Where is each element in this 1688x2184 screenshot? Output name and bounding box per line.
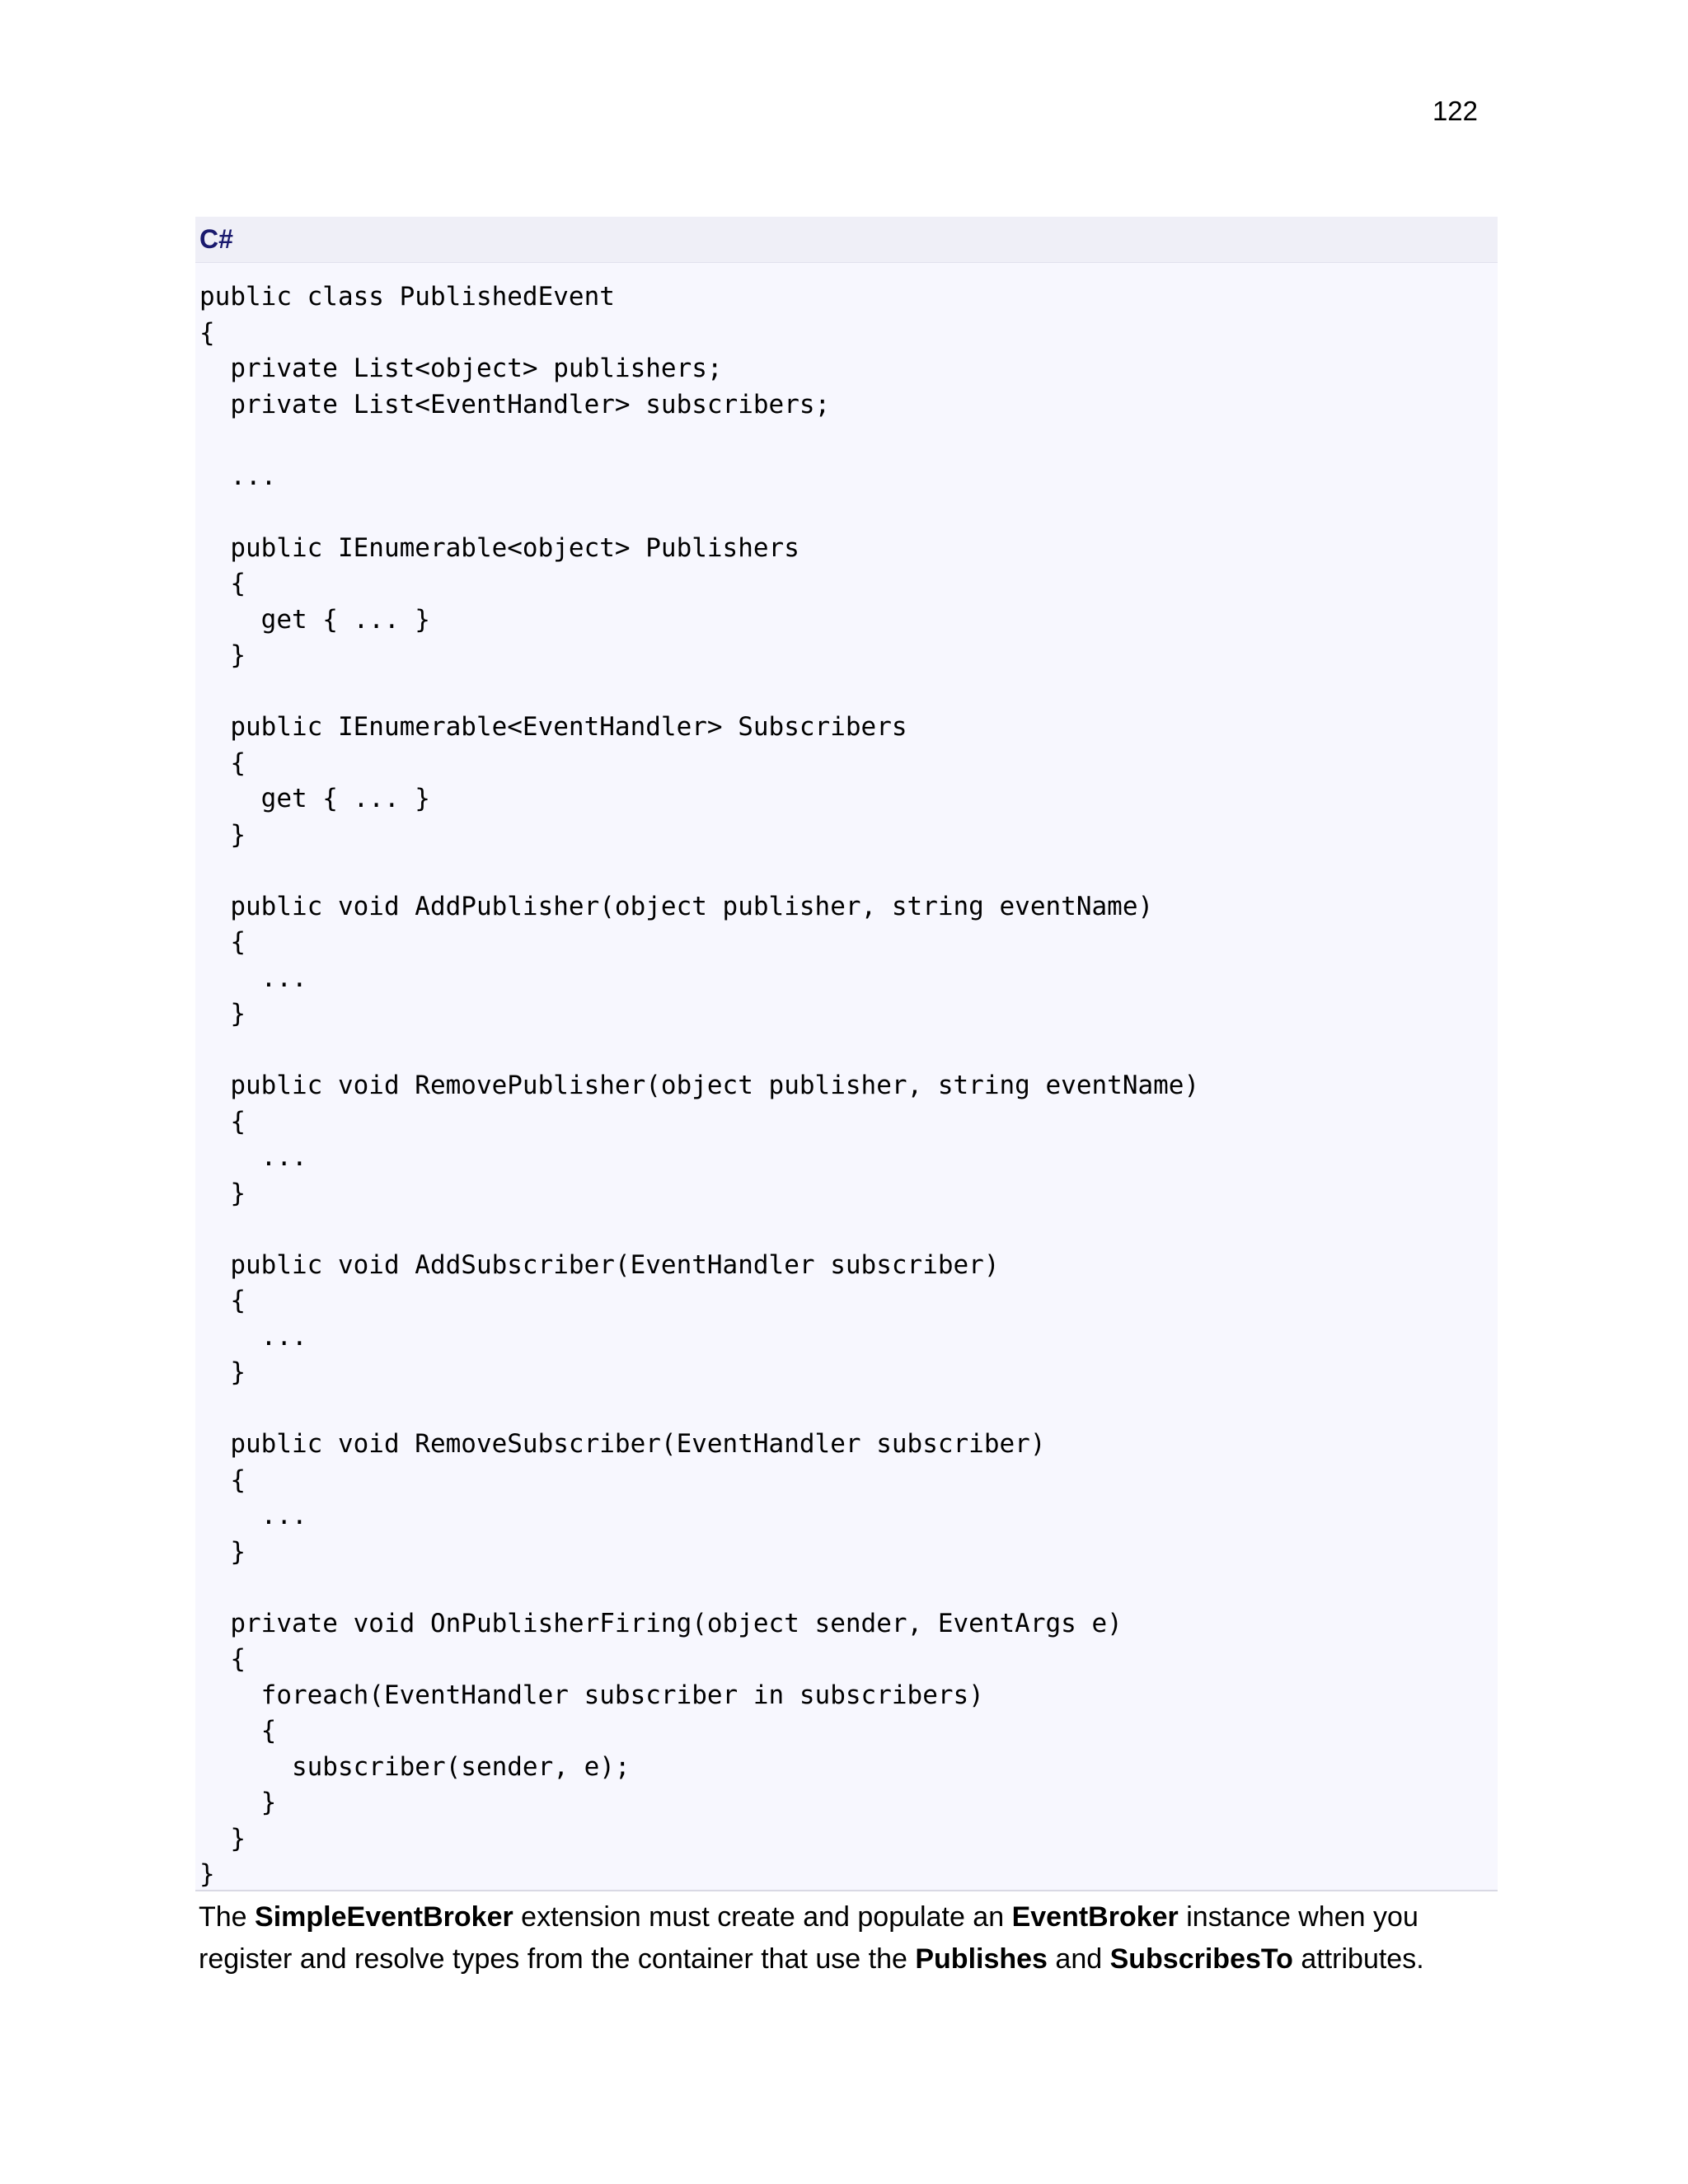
code-line: ... <box>199 963 307 993</box>
term-publishes: Publishes <box>915 1943 1048 1975</box>
code-line: public class PublishedEvent <box>199 282 615 312</box>
code-line: public IEnumerable<EventHandler> Subscribers <box>199 712 907 742</box>
term-event-broker: EventBroker <box>1011 1901 1179 1933</box>
code-block-header <box>195 217 1498 263</box>
code-language-label: C# <box>199 224 233 254</box>
code-line: } <box>199 1788 277 1817</box>
page-number: 122 <box>1432 96 1478 126</box>
code-line: } <box>199 1859 215 1889</box>
code-line: ... <box>199 1501 307 1530</box>
paragraph-text: instance when you register and resolve types from the container that use the <box>199 1901 1418 1975</box>
paragraph-text: extension must create and populate an <box>513 1901 1012 1933</box>
body-paragraph <box>199 1896 1501 1980</box>
code-line <box>199 674 1498 710</box>
code-line: { <box>199 927 246 957</box>
code-line <box>199 494 1498 531</box>
code-line: { <box>199 1465 246 1495</box>
code-block <box>195 217 1498 1891</box>
code-line: public void AddPublisher(object publisher, string eventName) <box>199 891 1154 921</box>
code-line <box>199 853 1498 889</box>
code-line: ... <box>199 461 277 491</box>
code-line: public void RemoveSubscriber(EventHandler subscriber) <box>199 1429 1046 1459</box>
code-line: get { ... } <box>199 784 430 813</box>
code-line: { <box>199 1286 246 1315</box>
code-line: { <box>199 569 246 598</box>
code-line: subscriber(sender, e); <box>199 1751 631 1782</box>
code-line: } <box>199 999 246 1029</box>
code-line: ... <box>199 1142 307 1172</box>
code-line: public void RemovePublisher(object publisher, string eventName) <box>199 1071 1200 1100</box>
code-line: { <box>199 1644 246 1674</box>
code-line: } <box>199 1823 246 1854</box>
code-line <box>199 1212 1498 1248</box>
code-line: get { ... } <box>199 604 430 635</box>
code-line: { <box>199 748 246 778</box>
code-line: } <box>199 640 246 670</box>
code-line: { <box>199 1106 246 1137</box>
code-line: ... <box>199 1321 307 1352</box>
code-line: private List<EventHandler> subscribers; <box>199 389 831 419</box>
code-line: private void OnPublisherFiring(object sender, EventArgs e) <box>199 1608 1123 1638</box>
code-line: foreach(EventHandler subscriber in subscribers) <box>199 1680 984 1710</box>
code-line: { <box>199 317 215 348</box>
code-line: public IEnumerable<object> Publishers <box>199 532 799 563</box>
code-line: private List<object> publishers; <box>199 354 723 383</box>
term-simple-event-broker: SimpleEventBroker <box>255 1901 513 1933</box>
term-subscribes-to: SubscribesTo <box>1109 1943 1293 1975</box>
code-line: } <box>199 1357 246 1387</box>
code-line: } <box>199 819 246 850</box>
paragraph-text: The <box>199 1901 256 1933</box>
code-listing <box>195 263 1498 1893</box>
code-line: { <box>199 1716 277 1746</box>
code-line <box>199 1570 1498 1606</box>
code-line <box>199 1033 1498 1069</box>
code-line <box>199 423 1498 459</box>
paragraph-text: attributes. <box>1292 1943 1424 1975</box>
code-line: public void AddSubscriber(EventHandler subscriber) <box>199 1249 1000 1280</box>
code-line <box>199 1391 1498 1427</box>
code-line: } <box>199 1178 246 1208</box>
paragraph-text: and <box>1047 1943 1110 1975</box>
code-line: } <box>199 1536 246 1567</box>
